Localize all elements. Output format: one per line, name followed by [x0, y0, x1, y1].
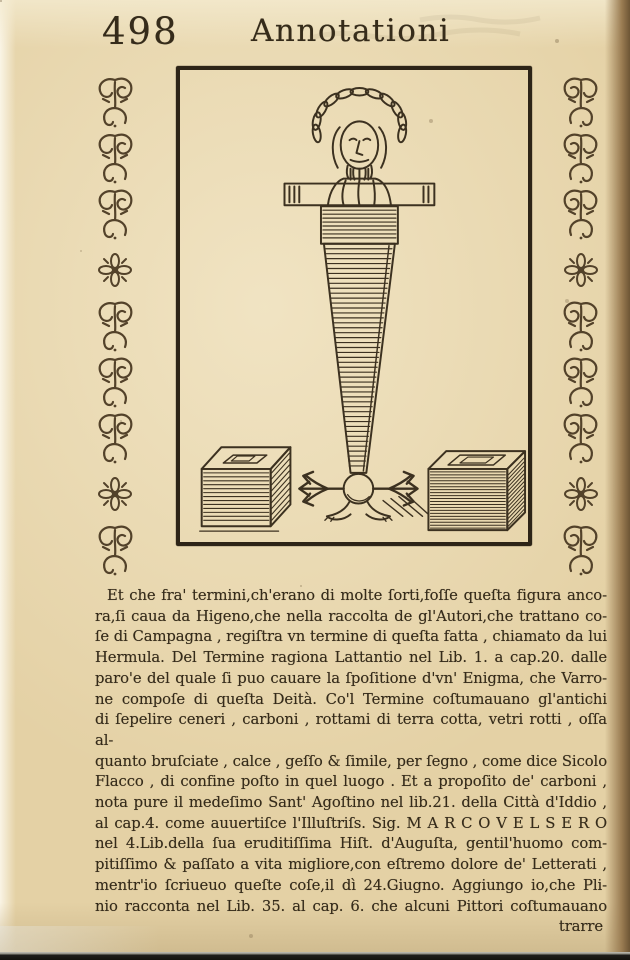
- text-line: ne compoſe di queſta Deità. Co'l Termine coſtumauano gl'antichi: [95, 690, 607, 708]
- catchword: trarre: [558, 918, 603, 936]
- text-line: ra,ſi caua da Higeno,che nella raccolta de gl'Autori,che trattano co-: [95, 607, 607, 625]
- page-title: Annotationi: [251, 13, 451, 49]
- page-bottom-edge: [0, 952, 630, 960]
- annotation-text-block: [95, 586, 607, 938]
- text-line: quanto bruſciate , calce , geſſo & ſimile, per ſegno , come dice Sicolo: [95, 752, 607, 770]
- text-line: di ſepelire ceneri , carboni , rottami di terra cotta, vetri rotti , oſſa al-: [95, 711, 607, 749]
- text-line: ſe di Campagna , regiſtra vn termine di queſta fatta , chiamato da lui: [95, 628, 607, 646]
- text-line: mentr'io ſcriueuo queſte coſe,il dì 24.Giugno. Aggiungo io,che Pli-: [95, 876, 607, 894]
- terminus-herm-woodcut: [180, 70, 528, 542]
- text-line: al cap.4. come auuertiſce l'Illuſtriſs. Sig. M A R C O V E L S E R O: [95, 814, 607, 832]
- text-line: nio racconta nel Lib. 35. al cap. 6. che alcuni Pittori coſtumauano: [95, 897, 607, 915]
- text-line: Et che fra' termini,ch'erano di molte ſorti,foſſe queſta figura anco-: [107, 587, 607, 604]
- text-line: nota pure il medeſimo Sant' Agoſtino nel lib.21. della Città d'Iddio ,: [95, 794, 607, 812]
- foxing-specks: [0, 0, 2, 2]
- right-fleuron-border: [558, 74, 604, 578]
- text-line: nel 4.Lib.della ſua eruditiſſima Hiſt. d'Auguſta, gentil'huomo com-: [95, 835, 607, 853]
- text-line: Flacco , di confine poſto in quel luogo . Et a propoſito de' carboni ,: [95, 773, 607, 791]
- page-bottom-corner: [0, 926, 160, 952]
- left-fleuron-border: [92, 74, 138, 578]
- page-number: 498: [102, 10, 179, 53]
- ink-bleed-through: [300, 8, 570, 54]
- text-line: pitiſſimo & paſſato a vita migliore,con eſtremo dolore de' Letterati ,: [95, 856, 607, 874]
- text-line: paro'e del quale ſi puo cauare la ſpoſitione d'vn' Enigma, che Varro-: [95, 669, 607, 687]
- text-line: Hermula. Del Termine ragiona Lattantio nel Lib. 1. a cap.20. dalle: [95, 649, 607, 667]
- woodcut-frame: [176, 66, 532, 546]
